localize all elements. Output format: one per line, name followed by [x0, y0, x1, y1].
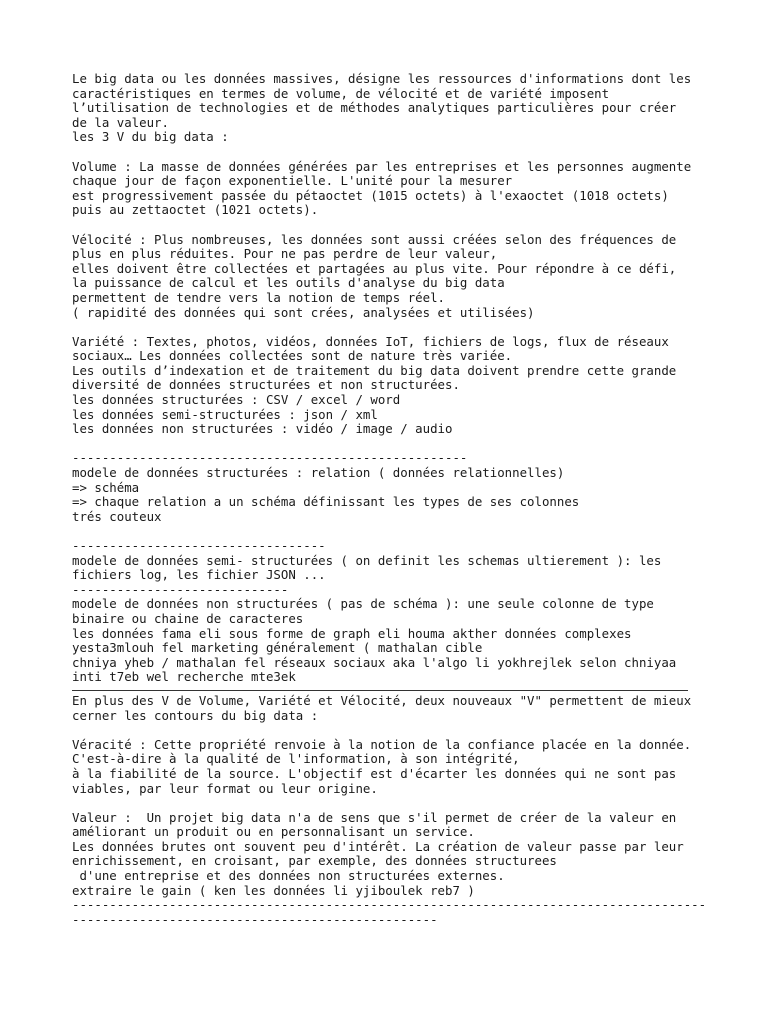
text-line: d'une entreprise et des données non structurées externes. [72, 868, 505, 884]
document-text-block-after-rule [72, 692, 707, 928]
text-line: cerner les contours du big data : [72, 707, 319, 723]
text-line: la puissance de calcul et les outils d'analyse du big data [72, 275, 505, 291]
text-line: En plus des V de Volume, Variété et Vélocité, deux nouveaux "V" permettent de mieux [72, 692, 692, 708]
text-line: Valeur : Un projet big data n'a de sens que s'il permet de créer de la valeur en [72, 809, 677, 825]
text-line: inti t7eb wel recherche mte3ek [72, 669, 296, 685]
text-line: elles doivent être collectées et partagées au plus vite. Pour répondre à ce défi, [72, 260, 677, 276]
text-line: ---------------------------------- [72, 538, 326, 553]
text-line: les données non structurées : vidéo / image / audio [72, 421, 453, 437]
text-line: plus en plus réduites. Pour ne pas perdre de leur valeur, [72, 246, 498, 262]
text-line: est progressivement passée du pétaoctet (1015 octets) à l'exaoctet (1018 octets) [72, 187, 669, 203]
text-line [72, 145, 702, 160]
text-line: Variété : Textes, photos, vidéos, données IoT, fichiers de logs, flux de réseaux [72, 333, 669, 349]
text-line: puis au zettaoctet (1021 octets). [72, 202, 319, 218]
text-line: modele de données semi- structurées ( on definit les schemas ultierement ): les [72, 552, 662, 568]
text-line: ( rapidité des données qui sont crées, analysées et utilisées) [72, 304, 535, 320]
horizontal-rule [72, 690, 688, 691]
text-line [72, 723, 702, 738]
document-text-block [72, 72, 702, 685]
text-line: ----------------------------------------------------- [72, 450, 468, 466]
text-line [72, 796, 702, 811]
text-line: ------------------------------------------------- [72, 911, 438, 927]
text-line: Les données brutes ont souvent peu d'intérêt. La création de valeur passe par leur [72, 838, 684, 854]
text-line: yesta3mlouh fel marketing généralement ( mathalan cible [72, 640, 483, 656]
text-line: binaire ou chaine de caracteres [72, 610, 304, 626]
text-line [72, 524, 702, 539]
text-line: viables, par leur format ou leur origine. [72, 780, 378, 796]
text-line: diversité de données structurées et non structurées. [72, 377, 460, 393]
text-line: C'est-à-dire à la qualité de l'information, à son intégrité, [72, 751, 520, 767]
text-line: ----------------------------- [72, 581, 289, 597]
text-line: ------------------------------------------------------------------------------------- [72, 897, 707, 913]
text-line: l’utilisation de technologies et de méthodes analytiques particulières pour créer [72, 100, 677, 116]
text-line: à la fiabilité de la source. L'objectif est d'écarter les données qui ne sont pas [72, 765, 677, 781]
text-line: caractéristiques en termes de volume, de vélocité et de variété imposent [72, 85, 610, 101]
text-line: enrichissement, en croisant, par exemple, des données structurees [72, 853, 557, 869]
text-line: modele de données structurées : relation ( données relationnelles) [72, 465, 565, 481]
text-line: extraire le gain ( ken les données li yjiboulek reb7 ) [72, 882, 475, 898]
text-line [72, 437, 702, 452]
text-line: fichiers log, les fichier JSON ... [72, 567, 326, 583]
text-line: Véracité : Cette propriété renvoie à la notion de la confiance placée en la donnée. [72, 736, 692, 752]
text-line: permettent de tendre vers la notion de temps réel. [72, 289, 445, 305]
text-line: les données semi-structurées : json / xml [72, 406, 378, 422]
text-line: trés couteux [72, 508, 162, 524]
text-line [72, 218, 702, 233]
text-line [72, 320, 702, 335]
text-line: de la valeur. [72, 114, 169, 130]
text-line: Le big data ou les données massives, désigne les ressources d'informations dont les [72, 71, 692, 86]
text-line: les données structurées : CSV / excel / word [72, 392, 401, 408]
text-line: les 3 V du big data : [72, 129, 229, 145]
text-line: les données fama eli sous forme de graph eli houma akther données complexes [72, 625, 632, 641]
text-line: chaque jour de façon exponentielle. L'unité pour la mesurer [72, 173, 513, 189]
text-line: sociaux… Les données collectées sont de nature très variée. [72, 348, 513, 364]
text-line: améliorant un produit ou en personnalisant un service. [72, 824, 475, 840]
text-line: modele de données non structurées ( pas de schéma ): une seule colonne de type [72, 596, 654, 612]
text-line: => chaque relation a un schéma définissant les types de ses colonnes [72, 494, 580, 510]
text-line: Les outils d’indexation et de traitement du big data doivent prendre cette grande [72, 362, 677, 378]
text-line: Vélocité : Plus nombreuses, les données sont aussi créées selon des fréquences de [72, 231, 677, 247]
document-page [72, 71, 707, 927]
text-line: => schéma [72, 479, 140, 495]
text-line: Volume : La masse de données générées par les entreprises et les personnes augmente [72, 158, 692, 174]
text-line: chniya yheb / mathalan fel réseaux sociaux aka l'algo li yokhrejlek selon chniyaa [72, 654, 677, 670]
